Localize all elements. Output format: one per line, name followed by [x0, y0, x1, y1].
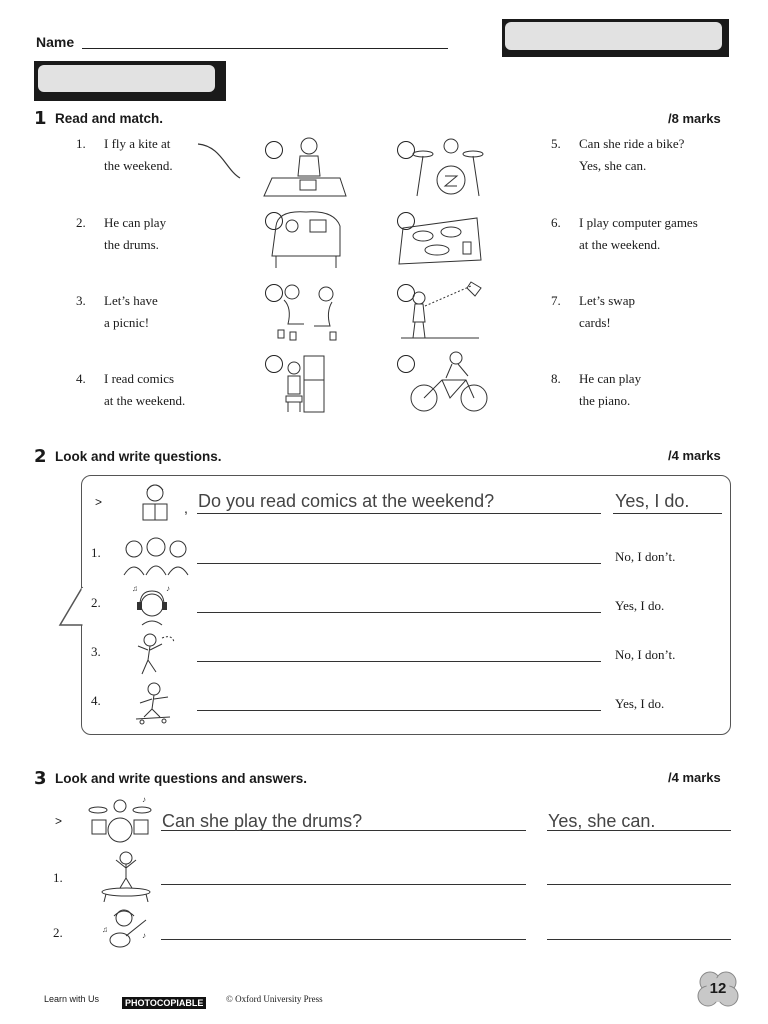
section2-number: 2 [34, 446, 47, 467]
boy-skateboarding-icon [130, 681, 176, 725]
kids-swapping-cards-icon [266, 278, 352, 342]
row4-number: 4. [91, 693, 101, 708]
example-marker: > [95, 495, 103, 509]
picnic-blanket-icon [397, 206, 483, 270]
section2-marks: /4 marks [668, 448, 721, 463]
row4-question-line[interactable] [197, 710, 601, 711]
footer-copyright: © Oxford University Press [226, 994, 323, 1004]
row3-question-line[interactable] [197, 661, 601, 662]
row2-question-line[interactable] [197, 612, 601, 613]
match-item-3: 3. Let’s have a picnic! [76, 293, 158, 330]
example-match-line [196, 140, 246, 182]
score-box [502, 19, 729, 57]
section1-number: 1 [34, 108, 47, 129]
match-item-6: 6. I play computer games at the weekend. [551, 215, 698, 252]
boy-playing-videogames-icon [262, 206, 348, 270]
boy-flying-kite-icon [397, 278, 483, 342]
row4-answer: Yes, I do. [615, 696, 665, 711]
three-children-icon [118, 535, 194, 577]
s3-row2-number: 2. [53, 925, 63, 940]
girl-trampoline-icon [98, 850, 154, 902]
s3-row1-number: 1. [53, 870, 63, 885]
match-item-5: 5. Can she ride a bike? Yes, she can. [551, 136, 685, 173]
row2-answer: Yes, I do. [615, 598, 665, 613]
match-item-7: 7. Let’s swap cards! [551, 293, 635, 330]
s3-example-question: Can she play the drums? [162, 811, 363, 831]
match-item-8: 8. He can play the piano. [551, 371, 642, 408]
section2-title: Look and write questions. [55, 449, 222, 464]
section1-title: Read and match. [55, 111, 164, 126]
girl-skipping-icon [128, 632, 178, 676]
svg-text:♫: ♫ [132, 584, 138, 593]
row3-number: 3. [91, 644, 101, 659]
svg-text:♪: ♪ [166, 584, 170, 593]
svg-text:♪: ♪ [142, 796, 146, 804]
speech-bubble-tail [58, 585, 84, 629]
match-item-4: 4. I read comics at the weekend. [76, 371, 186, 408]
row1-number: 1. [91, 545, 101, 560]
section3-number: 3 [34, 768, 47, 789]
row3-answer: No, I don’t. [615, 647, 676, 662]
girl-headphones-music-icon [128, 583, 176, 627]
row1-answer: No, I don’t. [615, 549, 676, 564]
title-box [34, 61, 226, 101]
svg-text:♪: ♪ [142, 931, 146, 940]
name-input-line[interactable] [82, 48, 448, 49]
girl-drawing-icon [262, 134, 348, 198]
footer-brand: Learn with Us [44, 994, 100, 1004]
section3-title: Look and write questions and answers. [55, 771, 308, 786]
s3-row1-question-line[interactable] [161, 884, 526, 885]
example-comma: , [184, 500, 188, 516]
example-answer-line [613, 513, 722, 514]
s3-row2-answer-line[interactable] [547, 939, 731, 940]
s3-example-answer: Yes, she can. [548, 811, 656, 831]
match-item-2: 2. He can play the drums. [76, 215, 167, 252]
photocopiable-badge: PHOTOCOPIABLE [122, 993, 206, 1011]
svg-text:♫: ♫ [102, 925, 108, 934]
girl-guitar-icon [98, 906, 154, 956]
section3-marks: /4 marks [668, 770, 721, 785]
boy-drums-icon [403, 134, 489, 198]
example-question: Do you read comics at the weekend? [198, 491, 495, 511]
example-answer: Yes, I do. [615, 491, 690, 511]
row2-number: 2. [91, 595, 101, 610]
boy-piano-icon [270, 350, 356, 414]
s3-row1-answer-line[interactable] [547, 884, 731, 885]
match-item-1: 1. I fly a kite at the weekend. [76, 136, 173, 173]
girl-drums-icon [84, 796, 154, 846]
page-number: 12 [709, 980, 727, 997]
girl-riding-bike-icon [406, 350, 492, 414]
example-question-line [197, 513, 601, 514]
s3-row2-question-line[interactable] [161, 939, 526, 940]
name-label: Name [36, 34, 75, 50]
row1-question-line[interactable] [197, 563, 601, 564]
girl-reading-comic-icon [135, 482, 175, 528]
s3-example-marker: > [55, 814, 63, 828]
page-number-badge [696, 970, 740, 1010]
section1-marks: /8 marks [668, 111, 721, 126]
